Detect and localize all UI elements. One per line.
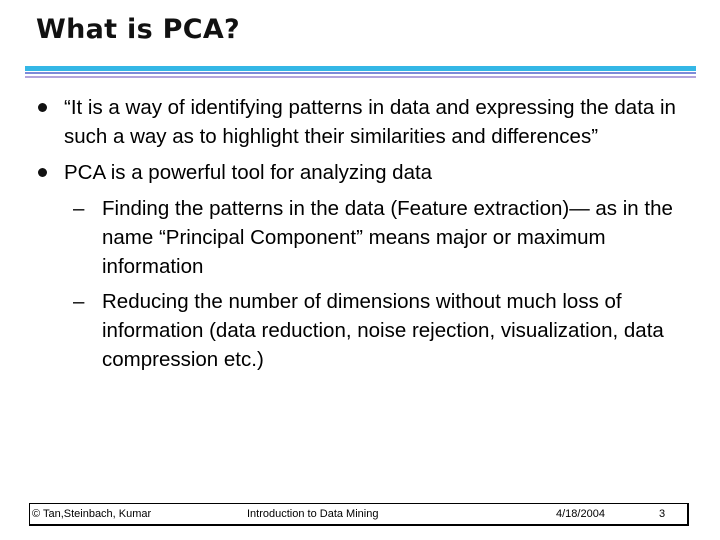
bullet-dot-icon — [38, 168, 47, 177]
bullet-item — [36, 93, 696, 151]
sub-bullet-text: Finding the patterns in the data (Feature extraction)— as in the name “Principal Component” means major or maximum information — [102, 197, 673, 278]
bullet-dot-icon — [38, 103, 47, 112]
sub-bullet-item — [36, 287, 696, 374]
title-underline-secondary — [25, 72, 696, 74]
title-underline-primary — [25, 66, 696, 71]
footer-copyright: © Tan,Steinbach, Kumar — [32, 508, 152, 520]
slide-footer — [29, 503, 689, 526]
footer-page-number: 3 — [659, 508, 666, 520]
dash-icon: – — [73, 290, 85, 313]
sub-bullet-text: Reducing the number of dimensions without much loss of information (data reduction, noise rejection, visualization, data compression etc.) — [102, 290, 664, 371]
dash-icon: – — [73, 197, 85, 220]
bullet-item — [36, 158, 696, 187]
bullet-text: “It is a way of identifying patterns in data and expressing the data in such a way as to highlight their similarities and differences” — [64, 96, 676, 148]
footer-date: 4/18/2004 — [556, 508, 605, 520]
sub-bullet-list — [36, 194, 696, 374]
slide-body — [36, 93, 696, 380]
bullet-text: PCA is a powerful tool for analyzing data — [64, 161, 433, 184]
slide-title: What is PCA? — [36, 14, 241, 45]
footer-course-title: Introduction to Data Mining — [247, 508, 379, 520]
sub-bullet-item — [36, 194, 696, 281]
title-underline-tertiary — [25, 76, 696, 78]
